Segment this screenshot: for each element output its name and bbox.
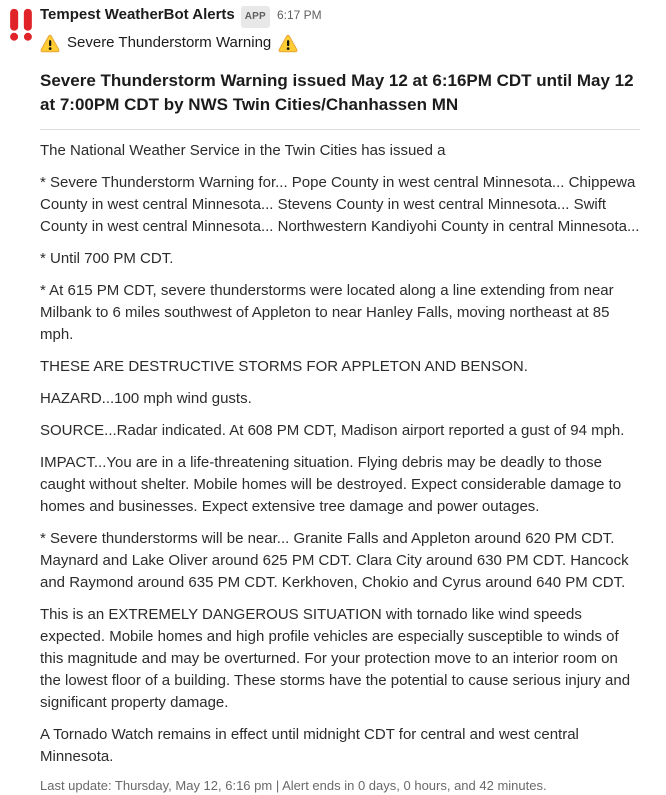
bot-avatar[interactable]: [4, 6, 38, 42]
double-exclamation-icon: [4, 6, 38, 42]
warning-icon: [278, 34, 298, 53]
message-subject-row: [40, 32, 640, 54]
alert-paragraph: A Tornado Watch remains in effect until midnight CDT for central and west central Minnesota.: [40, 726, 579, 765]
sender-name[interactable]: Tempest WeatherBot Alerts: [40, 6, 235, 23]
alert-paragraph: This is an EXTREMELY DANGEROUS SITUATION with tornado like wind speeds expected. Mobile homes and high profile vehicles are especially susceptible to winds of this magnitude and may be overturned. For your protection move to an interior room on the lowest floor of a building. These storms have the potential to cause serious injury and significant property damage.: [40, 606, 631, 711]
message-header: [40, 5, 640, 28]
app-badge: APP: [241, 6, 270, 28]
alert-paragraph: THESE ARE DESTRUCTIVE STORMS FOR APPLETON AND BENSON.: [40, 358, 528, 375]
divider: [40, 129, 640, 130]
alert-paragraph: IMPACT...You are in a life-threatening situation. Flying debris may be deadly to those caught without shelter. Mobile homes will be destroyed. Expect considerable damage to homes and businesses. Expect extensive tree damage and power outages.: [40, 454, 622, 515]
alert-paragraph: * Severe thunderstorms will be near... Granite Falls and Appleton around 620 PM CDT. Maynard and Lake Oliver around 625 PM CDT. Clara City around 630 PM CDT. Hancock and Raymond around 635 PM CDT. Kerkhoven, Chokio and Cyrus around 640 PM CDT.: [40, 530, 629, 591]
alert-title: Severe Thunderstorm Warning issued May 12 at 6:16PM CDT until May 12 at 7:00PM CDT by NWS Twin Cities/Chanhassen MN: [40, 71, 634, 114]
message-content: [40, 5, 640, 795]
alert-paragraph: * Severe Thunderstorm Warning for... Pope County in west central Minnesota... Chippewa County in west central Minnesota... Stevens County in west central Minnesota... Swift County in west central Minnesota... Northwestern Kandiyohi County in central Minnesota...: [40, 174, 640, 235]
alert-paragraph: HAZARD...100 mph wind gusts.: [40, 390, 252, 407]
alert-paragraph: SOURCE...Radar indicated. At 608 PM CDT, Madison airport reported a gust of 94 mph.: [40, 422, 625, 439]
message-timestamp[interactable]: 6:17 PM: [276, 8, 322, 22]
alert-paragraph: * Until 700 PM CDT.: [40, 250, 174, 267]
alert-footer: Last update: Thursday, May 12, 6:16 pm | Alert ends in 0 days, 0 hours, and 42 minutes.: [40, 778, 547, 793]
alert-paragraphs: [40, 140, 640, 768]
warning-icon: [40, 34, 60, 53]
alert-paragraph: * At 615 PM CDT, severe thunderstorms were located along a line extending from near Milbank to 6 miles southwest of Appleton to near Hanley Falls, moving northeast at 85 mph.: [40, 282, 614, 343]
alert-paragraph: The National Weather Service in the Twin Cities has issued a: [40, 142, 446, 159]
subject-text: Severe Thunderstorm Warning: [67, 34, 272, 51]
